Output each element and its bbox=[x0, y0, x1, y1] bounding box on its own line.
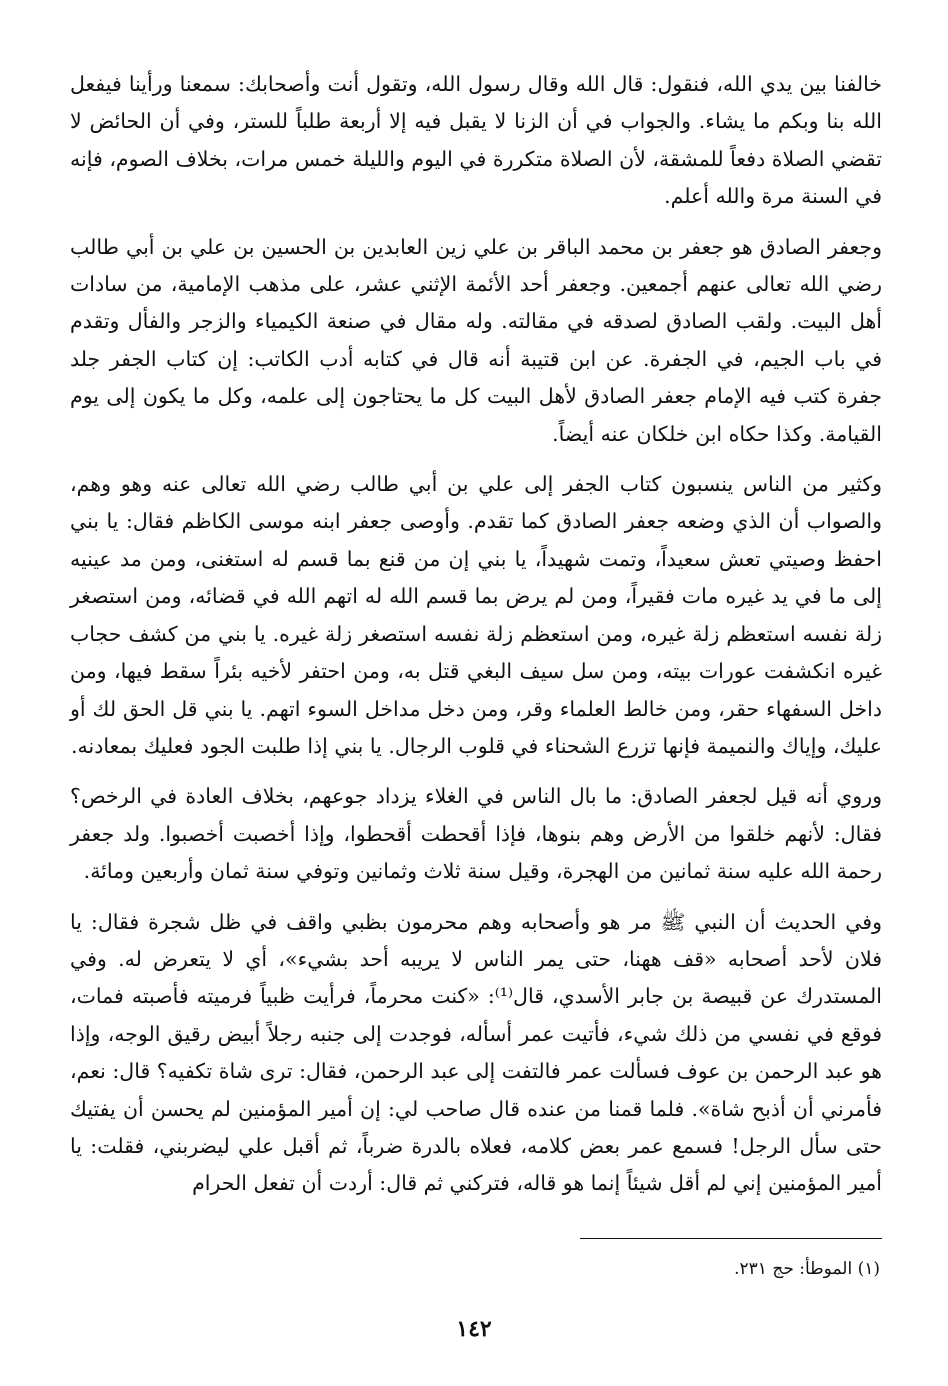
paragraph-3: وكثير من الناس ينسبون كتاب الجفر إلى علي بن أبي طالب رضي الله تعالى عنه وهو وهم، والصواب أن الذي وضعه جعفر الصادق كما تقدم. وأوصى جعفر ابنه موسى الكاظم فقال: يا بني احفظ وصيتي تعش سعيداً، وتمت شهيداً، يا بني إن من قنع بما قسم له استغنى، ومن مد عينيه إلى ما في يد غيره مات فقيراً، ومن لم يرض بما قسم الله له اتهم الله في قضائه، ومن استصغر زلة نفسه استعظم زلة غيره، ومن استعظم زلة نفسه استصغر زلة غيره. يا بني من كشف حجاب غيره انكشفت عورات بيته، ومن سل سيف البغي قتل به، ومن احتفر لأخيه بئراً سقط فيها، ومن داخل السفهاء حقر، ومن خالط العلماء وقر، ومن دخل مداخل السوء اتهم. يا بني قل الحق لك أو عليك، وإياك والنميمة فإنها تزرع الشحناء في قلوب الرجال. يا بني إذا طلبت الجود فعليك بمعادنه. bbox=[70, 472, 882, 758]
main-text-block bbox=[70, 66, 882, 1216]
footnote-divider bbox=[580, 1238, 882, 1239]
paragraph-4: وروي أنه قيل لجعفر الصادق: ما بال الناس في الغلاء يزداد جوعهم، بخلاف العادة في الرخص؟ فقال: لأنهم خلقوا من الأرض وهم بنوها، فإذا أقحطت أقحطوا، وإذا أخصبت أخصبوا. ولد جعفر رحمة الله عليه سنة ثمانين من الهجرة، وقيل سنة ثلاث وثمانين وتوفي سنة ثمان وأربعين ومائة. bbox=[70, 784, 882, 884]
paragraph-1: خالفنا بين يدي الله، فنقول: قال الله وقال رسول الله، وتقول أنت وأصحابك: سمعنا ورأينا فيفعل الله بنا وبكم ما يشاء. والجواب في أن الزنا لا يقبل فيه إلا أربعة طلباً للستر، وفي أن الحائض لا تقضي الصلاة دفعاً للمشقة، لأن الصلاة متكررة في اليوم والليلة خمس مرات، بخلاف الصوم، فإنه في السنة مرة والله أعلم. bbox=[70, 72, 882, 209]
footnote: (١) الموطأ: حج ٢٣١. bbox=[734, 1259, 880, 1279]
paragraph-5: وفي الحديث أن النبي ﷺ مر هو وأصحابه وهم محرمون بظبي واقف في ظل شجرة فقال: يا فلان لأحد أصحابه «قف ههنا، حتى يمر الناس لا يريبه أحد بشيء»، أي لا يتعرض له. وفي المستدرك عن قبيصة بن جابر الأسدي، قال⁽¹⁾: «كنت محرماً، فرأيت ظبياً فرميته فأصبته فمات، فوقع في نفسي من ذلك شيء، فأتيت عمر أسأله، فوجدت إلى جنبه رجلاً أبيض رقيق الوجه، وإذا هو عبد الرحمن بن عوف فسألت عمر فالتفت إلى عبد الرحمن، فقال: ترى شاة تكفيه؟ قال: نعم، فأمرني أن أذبح شاة». فلما قمنا من عنده قال صاحب لي: إن أمير المؤمنين لم يحسن أن يفتيك حتى سأل الرجل! فسمع عمر بعض كلامه، فعلاه بالدرة ضرباً، ثم أقبل علي ليضربني، فقلت: يا أمير المؤمنين إني لم أقل شيئاً إنما هو قاله، فتركني ثم قال: أردت أن تفعل الحرام bbox=[70, 909, 883, 1196]
page-number: ١٤٢ bbox=[456, 1316, 492, 1342]
paragraph-2: وجعفر الصادق هو جعفر بن محمد الباقر بن علي زين العابدين بن الحسين بن علي بن أبي طالب رضي الله تعالى عنهم أجمعين. وجعفر أحد الأئمة الإثني عشر، على مذهب الإمامية، من سادات أهل البيت. ولقب الصادق لصدقه في مقالته. وله مقال في صنعة الكيمياء والزجر والفأل وتقدم في باب الجيم، في الجفرة. عن ابن قتيبة أنه قال في كتابه أدب الكاتب: إن كتاب الجفر جلد جفرة كتب فيه الإمام جعفر الصادق لأهل البيت كل ما يحتاجون إلى علمه، وكل ما يكون إلى يوم القيامة. وكذا حكاه ابن خلكان عنه أيضاً. bbox=[70, 234, 882, 446]
